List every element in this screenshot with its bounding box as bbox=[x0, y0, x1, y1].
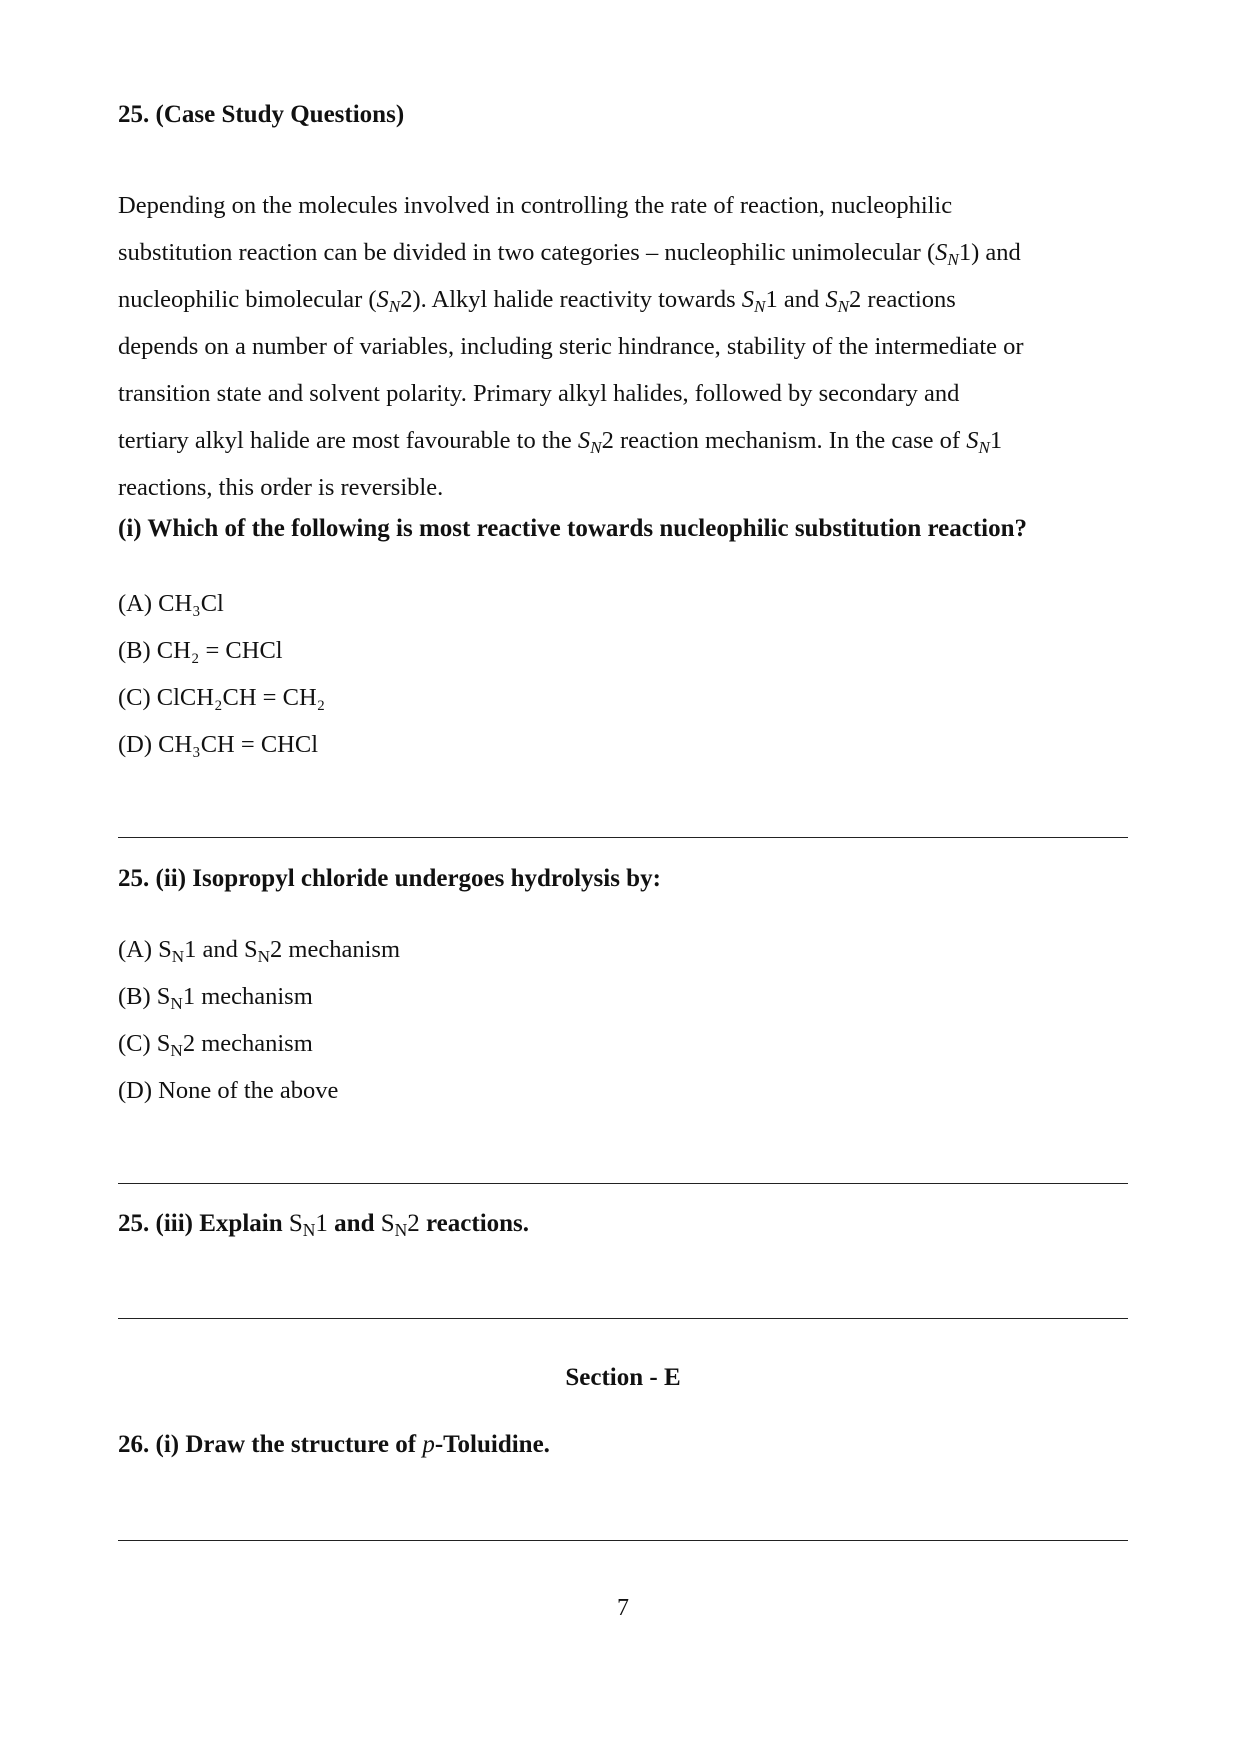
q25-i-option-b: (B) CH₂ = CHCl bbox=[118, 637, 283, 664]
paragraph-line-5: transition state and solvent polarity. Primary alkyl halides, followed by secondary and bbox=[118, 380, 960, 407]
q25-ii-option-d: (D) None of the above bbox=[118, 1077, 339, 1104]
section-e-title: Section - E bbox=[565, 1364, 681, 1391]
case-study-paragraph bbox=[118, 182, 1128, 511]
answer-line bbox=[118, 1540, 1128, 1541]
q25-ii-option-c: (C) $S_N2$ mechanism bbox=[118, 1030, 313, 1060]
paragraph-line-3: nucleophilic bimolecular $(S_N2)$. Alkyl halide reactivity towards $S_N1$ and $S_N2$ reactions bbox=[118, 286, 956, 316]
exam-page bbox=[118, 0, 1128, 1754]
q25-i-option-a: (A) CH₃Cl bbox=[118, 590, 224, 617]
q25-i-option-d: (D) CH₃CH = CHCl bbox=[118, 731, 318, 758]
q25-i-option-c: (C) ClCH₂CH = CH₂ bbox=[118, 684, 326, 711]
question-25-iii: 25. (iii) Explain $S_N1$ and $S_N2$ reactions. bbox=[118, 1210, 530, 1240]
question-25-i: (i) Which of the following is most reactive towards nucleophilic substitution reaction? bbox=[118, 515, 1028, 542]
question-26-i: 26. (i) Draw the structure of p-Toluidine. bbox=[118, 1431, 550, 1458]
paragraph-line-7: reactions, this order is reversible. bbox=[118, 474, 444, 501]
page-number: 7 bbox=[617, 1595, 629, 1621]
paragraph-line-4: depends on a number of variables, including steric hindrance, stability of the intermediate or bbox=[118, 333, 1024, 360]
paragraph-line-1: Depending on the molecules involved in controlling the rate of reaction, nucleophilic bbox=[118, 192, 953, 219]
question-25-heading: 25. (Case Study Questions) bbox=[118, 101, 405, 128]
answer-line bbox=[118, 837, 1128, 838]
q25-ii-option-a: (A) $S_N1$ and $S_N2$ mechanism bbox=[118, 936, 400, 966]
paragraph-line-6: tertiary alkyl halide are most favourable to the $S_N2$ reaction mechanism. In the case of $S_N1$ bbox=[118, 427, 1003, 457]
q25-ii-option-b: (B) $S_N1$ mechanism bbox=[118, 983, 313, 1013]
answer-line bbox=[118, 1183, 1128, 1184]
question-25-ii: 25. (ii) Isopropyl chloride undergoes hydrolysis by: bbox=[118, 865, 661, 892]
paragraph-line-2: substitution reaction can be divided in two categories – nucleophilic unimolecular $(S_N1)$ and bbox=[118, 239, 1021, 269]
answer-line bbox=[118, 1318, 1128, 1319]
